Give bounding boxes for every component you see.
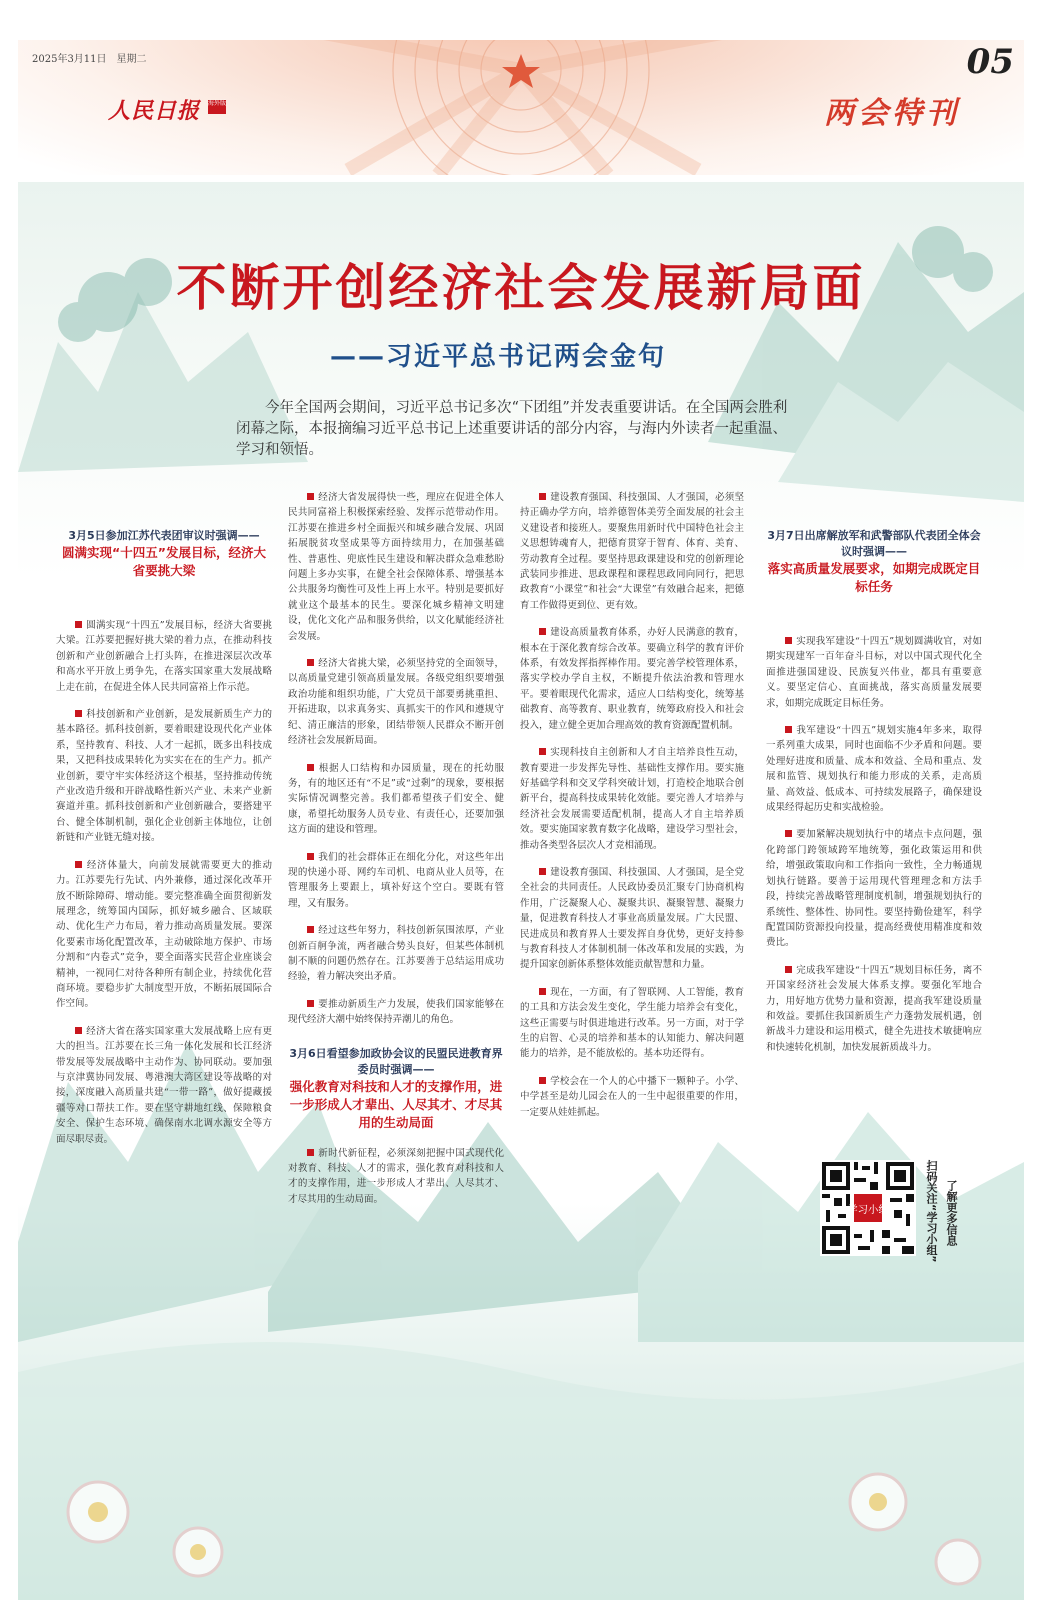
qr-caption-more: 了解更多信息 [945,1180,958,1246]
paragraph: 要推动新质生产力发展，使我们国家能够在现代经济大潮中始终保持弄潮儿的角色。 [288,998,504,1026]
article-subtitle: ——习近平总书记两会金句 [330,342,667,372]
paragraph: 实现我军建设“十四五”规划圆满收官，对如期实现建军一百年奋斗目标，对以中国式现代化全面推进强国建设、民族复兴伟业，都具有重要意义。要坚定信心、直面挑战，落实高质量发展要求，如期完成既定目标任务。 [766,636,982,709]
section-1-headline: 圆满实现“十四五”发展目标，经济大省要挑大梁 [62,545,266,578]
newspaper-logo: 人民日报 [108,98,201,124]
paragraph: 建设教育强国、科技强国、人才强国，必须坚持正确办学方向，培养德智体美劳全面发展的社会主义建设者和接班人。要聚焦用新时代中国特色社会主义思想铸魂育人，把德育贯穿于智育、体育、美育、劳动教育全过程。要坚持思政课建设和党的创新理论武装同步推进、思政课程和课程思政同向同行，把思政教育“小课堂”和社会“大课堂”有效融合起来，把德育工作做得更到位、更有效。 [520,492,744,611]
bullet-square-icon [75,710,82,717]
paragraph: 要加紧解决规划执行中的堵点卡点问题，强化跨部门跨领域跨军地统筹，强化政策运用和供给，增强政策取向和工作指向一致性，全力畅通规划执行链路。要善于运用现代管理理念和方法手段，持续完善战略管理制度机制，增强规划执行的系统性、整体性、协同性。要坚持勤俭建军，科学配置国防资源投向投量，提高经费使用精准度和效费比。 [766,829,982,949]
bullet-square-icon [785,726,792,733]
issue-date: 2025年3月11日 星期二 [32,54,147,65]
bullet-square-icon [307,926,314,933]
column-1 [56,528,272,1159]
paragraph: 建设高质量教育体系，办好人民满意的教育，根本在于深化教育综合改革。要确立科学的教育评价体系，有效发挥指挥棒作用。要完善学校管理体系，落实学校办学自主权，不断提升依法治教和管理水平。要着眼现代化需求，适应人口结构变化，统筹基础教育、高等教育、职业教育，统筹政府投入和社会投入，建立健全更加合理高效的教育资源配置机制。 [520,627,744,731]
paragraph: 我军建设“十四五”规划实施4年多来，取得一系列重大成果，同时也面临不少矛盾和问题。要处理好进度和质量、成本和效益、全局和重点、发展和监管、规划执行和能力形成的关系，走高质量、高效益、低成本、可持续发展路子，确保建设成果经得起历史和实战检验。 [766,725,982,814]
paragraph: 科技创新和产业创新，是发展新质生产力的基本路径。抓科技创新，要着眼建设现代化产业体系，坚持教育、科技、人才一起抓，既多出科技成果，又把科技成果转化为实实在在的生产力。抓产业创新，要守牢实体经济这个根基，坚持推动传统产业改造升级和开辟战略性新兴产业、未来产业新赛道并重。抓科技创新和产业创新融合，要搭建平台、健全体制机制，强化企业创新主体地位，让创新链和产业链无缝对接。 [56,709,272,844]
bullet-square-icon [539,1077,546,1084]
page-number: 05 [966,42,1014,82]
bullet-square-icon [785,637,792,644]
section-2-kicker: 3月6日看望参加政协会议的民盟民进教育界委员时强调—— [289,1046,503,1076]
qr-code-icon [822,1162,914,1254]
qr-logo-label: 学习小组 [847,1204,889,1217]
section-title: 两会特刊 [824,96,960,131]
paragraph: 圆满实现“十四五”发展目标，经济大省要挑大梁。江苏要把握好挑大梁的着力点，在推动科技创新和产业创新融合上打头阵，在推进深层次改革和高水平开放上勇争先，在落实国家重大发展战略上走在前，在促进全体人民共同富裕上作示范。 [56,620,272,693]
bullet-square-icon [539,868,546,875]
qr-caption: 扫码关注“学习小组” [925,1160,938,1263]
paragraph: 根据人口结构和办园质量，现在的托幼服务，有的地区还有“不足”或“过剩”的现象，要根据实际情况调整完善。我们都希望孩子们安全、健康，希望托幼服务人员专业、有责任心，还要加强这方面的建设和管理。 [288,762,504,836]
bullet-square-icon [75,621,82,628]
bullet-square-icon [307,764,314,771]
paragraph: 经济大省在落实国家重大发展战略上应有更大的担当。江苏要在长三角一体化发展和长江经济带发展等发展战略中主动作为、协同联动。要加强与京津冀协同发展、粤港澳大湾区建设等战略的对接，深度融入高质量共建“一带一路”，做好提藏援疆等对口帮扶工作。要在坚守耕地红线、保障粮食安全、保护生态环境、确保南水北调水源安全等方面尽职尽责。 [56,1025,272,1145]
bullet-square-icon [307,1000,314,1007]
paragraph: 我们的社会群体正在细化分化，对这些年出现的快递小哥、网约车司机、电商从业人员等，在管理服务上要跟上，填补好这个空白。要既有管理，又有服务。 [288,851,504,909]
article-intro: 今年全国两会期间，习近平总书记多次“下团组”并发表重要讲话。在全国两会胜利闭幕之际，本报摘编习近平总书记上述重要讲话的部分内容，与海内外读者一起重温、学习和领悟。 [236,400,788,458]
section-3-headline: 落实高质量发展要求，如期完成既定目标任务 [767,561,981,594]
bullet-square-icon [307,1149,314,1156]
paragraph: 新时代新征程，必须深刻把握中国式现代化对教育、科技、人才的需求，强化教育对科技和人才的支撑作用，进一步形成人才辈出、人尽其才、才尽其用的生动局面。 [288,1147,504,1205]
masthead [18,40,1024,175]
paragraph: 实现科技自主创新和人才自主培养良性互动，教育要进一步发挥先导性、基础性支撑作用。要实施好基础学科和交叉学科突破计划，打造校企地联合创新平台，提高科技成果转化效能。要完善人才培养与经济社会发展需要适配机制，提高人才自主培养质效。要实施国家教育数字化战略，建设学习型社会，推动各类型各层次人才竞相涌现。 [520,747,744,851]
bullet-square-icon [785,966,792,973]
edition-tag: 海外版 [208,100,226,114]
paragraph: 经济大省挑大梁，必须坚持党的全面领导，以高质量党建引领高质量发展。各级党组织要增强政治功能和组织功能，广大党员干部要勇挑重担、开拓进取，以求真务实、真抓实干的作风和遵规守纪、清正廉洁的形象，团结带领人民群众不断开创经济社会发展新局面。 [288,658,504,747]
paragraph: 学校会在一个人的心中播下一颗种子。小学、中学甚至是幼儿园会在人的一生中起很重要的作用，一定要从娃娃抓起。 [520,1075,744,1118]
paragraph: 经济大省发展得快一些，理应在促进全体人民共同富裕上积极探索经验、发挥示范带动作用。江苏要在推进乡村全面振兴和城乡融合发展、巩固拓展脱贫攻坚成果等方面持续用力，在加强基础性、普惠性、兜底性民生建设和解决群众急难愁盼问题上多办实事，在健全社会保障体系、增强基本公共服务均衡性可及性上再上水平。特别是要抓好就业这个最基本的民生。要深化城乡精神文明建设，优化文化产品和服务供给，以文化赋能经济社会发展。 [288,492,504,642]
paragraph: 建设教育强国、科技强国、人才强国，是全党全社会的共同责任。人民政协委员汇聚专门协商机构作用，广泛凝聚人心、凝聚共识、凝聚智慧、凝聚力量，促进教育科技人才事业高质量发展。广大民盟、民进成员和教育界人士要发挥自身优势，更好支持参与教育科技人才体制机制一体改革和发展的实践，为提升国家创新体系整体效能贡献智慧和力量。 [520,866,744,971]
bullet-square-icon [307,853,314,860]
bullet-square-icon [539,748,546,755]
column-4 [766,528,982,1067]
bullet-square-icon [307,659,314,666]
bullet-square-icon [75,861,82,868]
column-2 [288,490,504,1219]
paragraph: 现在，一方面，有了智联网、人工智能，教育的工具和方法会发生变化，学生能力培养会有变化，这些正需要与时俱进地进行改革。另一方面，对于学生的启智、心灵的培养和基本的认知能力、解决问题能力的培养，是不能放松的。基本功还得有。 [520,986,744,1060]
paragraph: 完成我军建设“十四五”规划目标任务，离不开国家经济社会发展大体系支撑。要强化军地合力，用好地方优势力量和资源，提高我军建设质量和效益。要抓住我国新质生产力蓬勃发展机遇，创新战斗力建设和运用模式，健全先进技术敏捷响应和快速转化机制，加快发展新质战斗力。 [766,964,982,1053]
paragraph: 经济体量大，向前发展就需要更大的推动力。江苏要先行先试、内外兼修，通过深化改革开放不断除障碍、增动能。要完整准确全面贯彻新发展理念，统筹国内国际，抓好城乡融合、区域联动、优化生产力布局，着力推动高质量发展。要深化要素市场化配置改革，主动破除地方保护、市场分割和“内卷式”竞争，要全面落实民营企业座谈会精神，一视同仁对待各种所有制企业，持续优化营商环境。要稳步扩大制度型开放，不断拓展国际合作空间。 [56,859,272,1010]
article-title: 不断开创经济社会发展新局面 [176,259,866,317]
bullet-square-icon [539,493,546,500]
section-3-head [766,528,982,596]
bullet-square-icon [75,1027,82,1034]
column-3 [520,490,744,1132]
section-3-kicker: 3月7日出席解放军和武警部队代表团全体会议时强调—— [767,529,981,558]
paragraph: 经过这些年努力，科技创新氛围浓厚，产业创新百舸争流，两者融合势头良好，但某些体制机制不顺的问题仍然存在。江苏要善于总结运用成功经验，着力解决突出矛盾。 [288,925,504,983]
bullet-square-icon [539,988,546,995]
qr-code[interactable] [820,1160,916,1256]
section-2-head [288,1046,504,1132]
bullet-square-icon [307,493,314,500]
section-1-head [56,528,272,580]
bullet-square-icon [539,628,546,635]
section-1-kicker: 3月5日参加江苏代表团审议时强调—— [68,529,260,542]
bullet-square-icon [785,830,792,837]
section-2-headline: 强化教育对科技和人才的支撑作用，进一步形成人才辈出、人尽其才、才尽其用的生动局面 [289,1078,503,1130]
